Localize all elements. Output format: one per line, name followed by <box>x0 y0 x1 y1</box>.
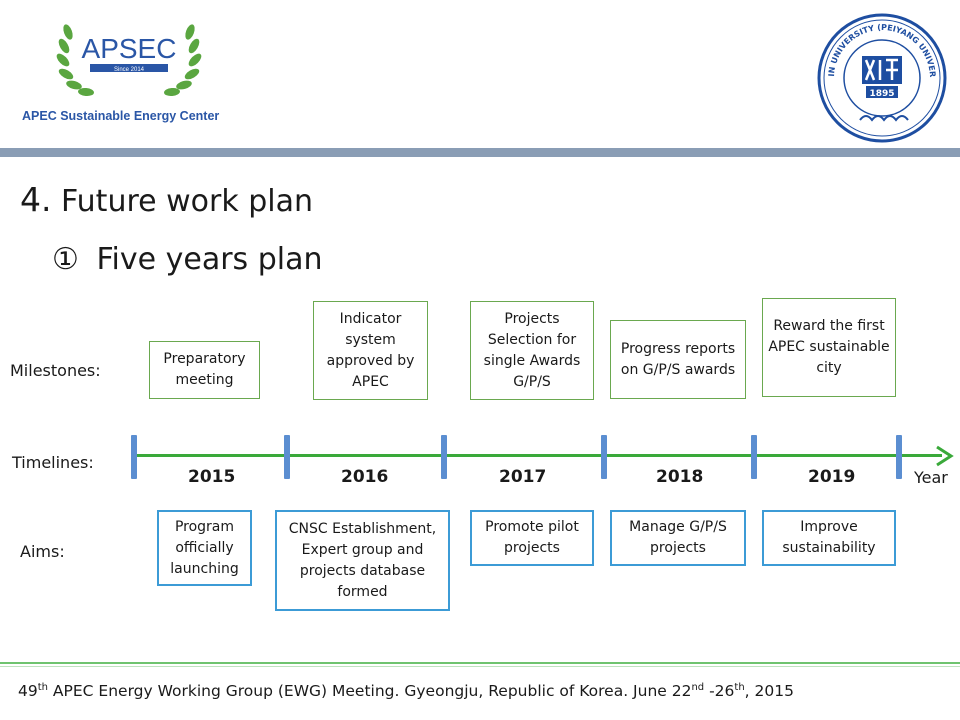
title-text: Future work plan <box>61 184 314 219</box>
footer-text: 49th APEC Energy Working Group (EWG) Meeting. Gyeongju, Republic of Korea. June 22nd -26th, 2015 <box>18 682 794 701</box>
milestone-box: Projects Selection for single Awards G/P/S <box>470 301 594 400</box>
svg-text:Since 2014: Since 2014 <box>113 67 145 73</box>
aim-box: Promote pilot projects <box>470 510 594 566</box>
timeline-tick <box>441 435 447 479</box>
arrow-right-icon <box>935 445 955 467</box>
timeline-tick <box>131 435 137 479</box>
aim-box: Program officially launching <box>157 510 252 586</box>
year-label: 2017 <box>499 467 547 487</box>
subtitle-text: Five years plan <box>96 242 323 277</box>
timeline-tick <box>284 435 290 479</box>
header-divider <box>0 148 960 157</box>
year-axis-label: Year <box>914 468 948 487</box>
year-label: 2019 <box>808 467 856 487</box>
milestone-box: Preparatory meeting <box>149 341 260 399</box>
timelines-label: Timelines: <box>12 453 94 472</box>
timeline-tick <box>751 435 757 479</box>
footer-divider <box>0 662 960 664</box>
aims-label: Aims: <box>20 542 65 561</box>
svg-text:APEC Sustainable Energy Center: APEC Sustainable Energy Center <box>22 109 220 123</box>
svg-text:1895: 1895 <box>869 89 895 99</box>
milestone-box: Indicator system approved by APEC <box>313 301 428 400</box>
apsec-logo <box>20 18 250 130</box>
year-label: 2015 <box>188 467 236 487</box>
aim-box: CNSC Establishment, Expert group and projects database formed <box>275 510 450 611</box>
tianjin-university-seal <box>816 12 948 144</box>
footer-divider-thin <box>0 666 960 667</box>
milestone-box: Progress reports on G/P/S awards <box>610 320 746 399</box>
svg-text:APSEC: APSEC <box>81 33 177 64</box>
milestone-box: Reward the first APEC sustainable city <box>762 298 896 397</box>
svg-text:TIANJIN UNIVERSITY (PEIYANG UN: IN UNIVERSITY (PEIYANG UNIVER <box>827 22 938 78</box>
page-title <box>20 180 313 219</box>
aim-box: Improve sustainability <box>762 510 896 566</box>
year-label: 2018 <box>656 467 704 487</box>
subtitle-marker: ① <box>52 242 79 277</box>
aim-box: Manage G/P/S projects <box>610 510 746 566</box>
timeline-tick <box>601 435 607 479</box>
timeline-axis <box>134 454 942 457</box>
timeline-tick <box>896 435 902 479</box>
laurel-icon <box>20 18 250 130</box>
section-subtitle <box>52 242 322 277</box>
title-number: 4. <box>20 180 52 219</box>
milestones-label: Milestones: <box>10 361 101 380</box>
year-label: 2016 <box>341 467 389 487</box>
